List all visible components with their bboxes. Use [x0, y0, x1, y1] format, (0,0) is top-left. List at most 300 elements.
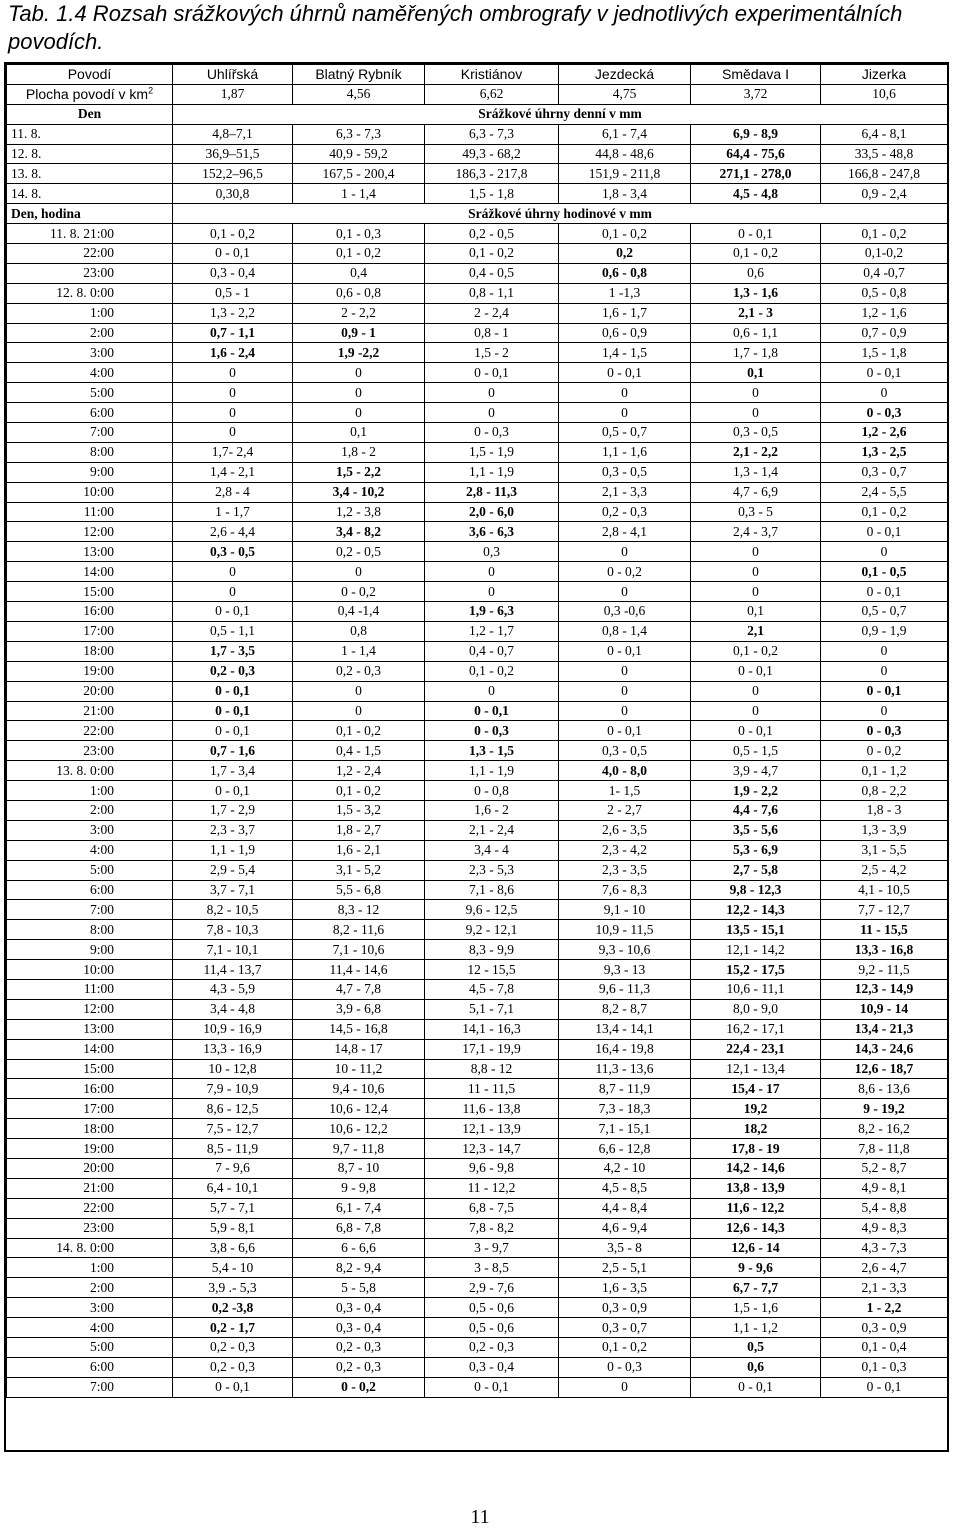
daily-day-label: Den: [7, 104, 173, 124]
value-cell: 8,6 - 13,6: [821, 1079, 948, 1099]
value-cell: 4,2 - 10: [559, 1158, 691, 1178]
row-label: 11. 8. 21:00: [7, 224, 173, 244]
value-cell: 0,1 - 0,2: [691, 641, 821, 661]
row-label: 21:00: [7, 1178, 173, 1198]
value-cell: 8,2 - 11,6: [293, 920, 425, 940]
value-cell: 11 - 15,5: [821, 920, 948, 940]
value-cell: 0 - 0,1: [173, 602, 293, 622]
value-cell: 0: [293, 701, 425, 721]
value-cell: 0,3 - 0,5: [173, 542, 293, 562]
row-label: 14. 8.: [7, 184, 173, 204]
value-cell: 0,1 - 0,2: [559, 224, 691, 244]
value-cell: 2,9 - 5,4: [173, 860, 293, 880]
value-cell: 1,7 - 3,5: [173, 641, 293, 661]
row-label: 16:00: [7, 1079, 173, 1099]
table-row: [7, 1039, 948, 1059]
value-cell: 7,7 - 12,7: [821, 900, 948, 920]
table-row: [7, 263, 948, 283]
hourly-section-header: [7, 204, 948, 224]
value-cell: 2,6 - 4,4: [173, 522, 293, 542]
value-cell: 0,2 - 0,3: [293, 1357, 425, 1377]
value-cell: 0 - 0,1: [173, 244, 293, 264]
value-cell: 12,1 - 13,4: [691, 1059, 821, 1079]
value-cell: 4,5 - 4,8: [691, 184, 821, 204]
value-cell: 0,3 - 0,5: [559, 462, 691, 482]
value-cell: 2,9 - 7,6: [425, 1278, 559, 1298]
value-cell: 4,3 - 5,9: [173, 979, 293, 999]
value-cell: 0 - 0,1: [173, 1377, 293, 1397]
value-cell: 0,5 - 1,1: [173, 621, 293, 641]
header-row-catchments: [7, 65, 948, 85]
value-cell: 0,30,8: [173, 184, 293, 204]
table-row: [7, 1357, 948, 1377]
value-cell: 0,3 - 0,9: [559, 1298, 691, 1318]
value-cell: 0,7 - 0,9: [821, 323, 948, 343]
value-cell: 0,4 - 1,5: [293, 741, 425, 761]
table-row: [7, 621, 948, 641]
row-label: 19:00: [7, 661, 173, 681]
value-cell: 1,5 - 1,8: [821, 343, 948, 363]
value-cell: 17,8 - 19: [691, 1139, 821, 1159]
table-row: [7, 482, 948, 502]
value-cell: 16,4 - 19,8: [559, 1039, 691, 1059]
value-cell: 1,5 - 1,8: [425, 184, 559, 204]
hourly-day-hour-label: Den, hodina: [7, 204, 173, 224]
table-row: [7, 1019, 948, 1039]
value-cell: 0,4 - 0,7: [425, 641, 559, 661]
value-cell: 9,3 - 10,6: [559, 940, 691, 960]
hourly-section-title: Srážkové úhrny hodinové v mm: [173, 204, 948, 224]
row-label: 4:00: [7, 840, 173, 860]
value-cell: 0: [293, 562, 425, 582]
value-cell: 0: [173, 403, 293, 423]
value-cell: 4,1 - 10,5: [821, 880, 948, 900]
value-cell: 2,3 - 5,3: [425, 860, 559, 880]
value-cell: 0,5 - 0,8: [821, 283, 948, 303]
value-cell: 8,7 - 11,9: [559, 1079, 691, 1099]
value-cell: 5,1 - 7,1: [425, 999, 559, 1019]
value-cell: 6,3 - 7,3: [293, 124, 425, 144]
table-row: [7, 1059, 948, 1079]
value-cell: 8,6 - 12,5: [173, 1099, 293, 1119]
table-row: [7, 1178, 948, 1198]
value-cell: 0: [821, 701, 948, 721]
value-cell: 0,3 -0,6: [559, 602, 691, 622]
value-cell: 0,1: [691, 602, 821, 622]
value-cell: 0,1 - 0,2: [425, 244, 559, 264]
value-cell: 10,9 - 16,9: [173, 1019, 293, 1039]
rainfall-table: [6, 64, 948, 1398]
value-cell: 0: [559, 681, 691, 701]
value-cell: 2,1 - 2,4: [425, 820, 559, 840]
value-cell: 8,3 - 9,9: [425, 940, 559, 960]
value-cell: 1,1 - 1,9: [425, 462, 559, 482]
value-cell: 7,1 - 10,1: [173, 940, 293, 960]
row-label: 20:00: [7, 1158, 173, 1178]
value-cell: 152,2–96,5: [173, 164, 293, 184]
value-cell: 16,2 - 17,1: [691, 1019, 821, 1039]
table-row: [7, 283, 948, 303]
value-cell: 4,7 - 6,9: [691, 482, 821, 502]
value-cell: 11 - 11,5: [425, 1079, 559, 1099]
table-row: [7, 701, 948, 721]
value-cell: 0,5 - 0,6: [425, 1318, 559, 1338]
value-cell: 0,8 - 1: [425, 323, 559, 343]
value-cell: 11,4 - 14,6: [293, 960, 425, 980]
value-cell: 0,2 - 0,3: [293, 661, 425, 681]
value-cell: 1,2 - 1,6: [821, 303, 948, 323]
value-cell: 2,8 - 4: [173, 482, 293, 502]
value-cell: 1,3 - 2,2: [173, 303, 293, 323]
value-cell: 2,6 - 3,5: [559, 820, 691, 840]
value-cell: 0,3 - 0,4: [293, 1298, 425, 1318]
value-cell: 1,2 - 1,7: [425, 621, 559, 641]
value-cell: 0 - 0,2: [293, 1377, 425, 1397]
value-cell: 11,6 - 12,2: [691, 1198, 821, 1218]
table-row: [7, 940, 948, 960]
value-cell: 0,9 - 1: [293, 323, 425, 343]
value-cell: 0 - 0,1: [425, 701, 559, 721]
value-cell: 3,1 - 5,2: [293, 860, 425, 880]
value-cell: 166,8 - 247,8: [821, 164, 948, 184]
value-cell: 1,7 - 2,9: [173, 800, 293, 820]
value-cell: 0,2 - 1,7: [173, 1318, 293, 1338]
value-cell: 6,4 - 10,1: [173, 1178, 293, 1198]
table-row: [7, 522, 948, 542]
value-cell: 0,7 - 1,1: [173, 323, 293, 343]
value-cell: 36,9–51,5: [173, 144, 293, 164]
value-cell: 0,3 - 0,4: [425, 1357, 559, 1377]
catchment-area: 1,87: [173, 84, 293, 104]
value-cell: 0 - 0,1: [691, 224, 821, 244]
value-cell: 4,7 - 7,8: [293, 979, 425, 999]
value-cell: 6,9 - 8,9: [691, 124, 821, 144]
row-label: 3:00: [7, 820, 173, 840]
daily-section-title: Srážkové úhrny denní v mm: [173, 104, 948, 124]
value-cell: 13,4 - 21,3: [821, 1019, 948, 1039]
value-cell: 8,3 - 12: [293, 900, 425, 920]
value-cell: 0 - 0,8: [425, 781, 559, 801]
table-row: [7, 721, 948, 741]
row-label: 12:00: [7, 522, 173, 542]
value-cell: 4,8–7,1: [173, 124, 293, 144]
value-cell: 7,3 - 18,3: [559, 1099, 691, 1119]
value-cell: 0,1-0,2: [821, 244, 948, 264]
row-label: 6:00: [7, 880, 173, 900]
value-cell: 1,7- 2,4: [173, 442, 293, 462]
value-cell: 0,6: [691, 1357, 821, 1377]
value-cell: 14,5 - 16,8: [293, 1019, 425, 1039]
value-cell: 4,6 - 9,4: [559, 1218, 691, 1238]
value-cell: 3,4 - 4: [425, 840, 559, 860]
row-label: 2:00: [7, 323, 173, 343]
value-cell: 6,6 - 12,8: [559, 1139, 691, 1159]
value-cell: 2,1 - 3: [691, 303, 821, 323]
value-cell: 1,6 - 2: [425, 800, 559, 820]
row-label: 13. 8.: [7, 164, 173, 184]
value-cell: 0,1 - 0,2: [293, 781, 425, 801]
value-cell: 0,2 - 0,5: [293, 542, 425, 562]
value-cell: 0,2 - 0,3: [293, 1338, 425, 1358]
value-cell: 0: [425, 403, 559, 423]
value-cell: 10,6 - 12,2: [293, 1119, 425, 1139]
page-number: 11: [470, 1506, 490, 1528]
row-label: 12. 8.: [7, 144, 173, 164]
value-cell: 1,9 -2,2: [293, 343, 425, 363]
table-row: [7, 741, 948, 761]
value-cell: 2,4 - 3,7: [691, 522, 821, 542]
value-cell: 1,4 - 1,5: [559, 343, 691, 363]
value-cell: 0: [691, 403, 821, 423]
table-row: [7, 900, 948, 920]
value-cell: 6,4 - 8,1: [821, 124, 948, 144]
value-cell: 1,2 - 2,6: [821, 423, 948, 443]
value-cell: 0,8: [293, 621, 425, 641]
value-cell: 0: [425, 562, 559, 582]
value-cell: 1,7 - 1,8: [691, 343, 821, 363]
value-cell: 0,5 - 0,7: [559, 423, 691, 443]
value-cell: 3,1 - 5,5: [821, 840, 948, 860]
row-label: 16:00: [7, 602, 173, 622]
value-cell: 9,4 - 10,6: [293, 1079, 425, 1099]
value-cell: 0: [173, 383, 293, 403]
value-cell: 1,5 - 3,2: [293, 800, 425, 820]
value-cell: 2,3 - 4,2: [559, 840, 691, 860]
table-row: [7, 1298, 948, 1318]
value-cell: 1,2 - 2,4: [293, 761, 425, 781]
value-cell: 9,2 - 11,5: [821, 960, 948, 980]
value-cell: 0 - 0,3: [425, 423, 559, 443]
value-cell: 33,5 - 48,8: [821, 144, 948, 164]
table-row: [7, 661, 948, 681]
value-cell: 0: [559, 582, 691, 602]
value-cell: 9 - 19,2: [821, 1099, 948, 1119]
value-cell: 3,9 .- 5,3: [173, 1278, 293, 1298]
value-cell: 0,1 - 0,2: [293, 721, 425, 741]
value-cell: 2,3 - 3,5: [559, 860, 691, 880]
value-cell: 1,6 - 2,4: [173, 343, 293, 363]
value-cell: 2,6 - 4,7: [821, 1258, 948, 1278]
value-cell: 0: [559, 1377, 691, 1397]
table-row: [7, 1158, 948, 1178]
value-cell: 0,6 - 0,9: [559, 323, 691, 343]
value-cell: 0: [691, 562, 821, 582]
value-cell: 0: [173, 562, 293, 582]
catchment-name: Uhlířská: [173, 65, 293, 85]
value-cell: 8,7 - 10: [293, 1158, 425, 1178]
value-cell: 0,4 - 0,5: [425, 263, 559, 283]
table-row: [7, 880, 948, 900]
value-cell: 0 - 0,1: [821, 681, 948, 701]
value-cell: 0: [821, 661, 948, 681]
catchment-area: 6,62: [425, 84, 559, 104]
value-cell: 10,9 - 14: [821, 999, 948, 1019]
value-cell: 0,3: [425, 542, 559, 562]
value-cell: 1,5 - 2: [425, 343, 559, 363]
row-label: 6:00: [7, 1357, 173, 1377]
value-cell: 6,7 - 7,7: [691, 1278, 821, 1298]
table-row: [7, 602, 948, 622]
value-cell: 0,3 - 5: [691, 502, 821, 522]
row-label: 14:00: [7, 562, 173, 582]
value-cell: 1,3 - 1,6: [691, 283, 821, 303]
value-cell: 167,5 - 200,4: [293, 164, 425, 184]
value-cell: 186,3 - 217,8: [425, 164, 559, 184]
catchment-name: Jezdecká: [559, 65, 691, 85]
value-cell: 0 - 0,1: [691, 1377, 821, 1397]
value-cell: 1,1 - 1,6: [559, 442, 691, 462]
value-cell: 12,6 - 18,7: [821, 1059, 948, 1079]
row-label: 12. 8. 0:00: [7, 283, 173, 303]
value-cell: 0: [691, 383, 821, 403]
value-cell: 9 - 9,8: [293, 1178, 425, 1198]
value-cell: 0,3 - 0,4: [173, 263, 293, 283]
value-cell: 5,2 - 8,7: [821, 1158, 948, 1178]
value-cell: 9,6 - 12,5: [425, 900, 559, 920]
value-cell: 14,1 - 16,3: [425, 1019, 559, 1039]
value-cell: 2,3 - 3,7: [173, 820, 293, 840]
value-cell: 3 - 8,5: [425, 1258, 559, 1278]
value-cell: 5 - 5,8: [293, 1278, 425, 1298]
table-row: [7, 423, 948, 443]
value-cell: 0: [425, 383, 559, 403]
row-label: 23:00: [7, 1218, 173, 1238]
table-row: [7, 383, 948, 403]
row-label: 15:00: [7, 582, 173, 602]
table-row: [7, 1139, 948, 1159]
value-cell: 0,8 - 1,4: [559, 621, 691, 641]
value-cell: 12 - 15,5: [425, 960, 559, 980]
value-cell: 2,5 - 5,1: [559, 1258, 691, 1278]
value-cell: 2,8 - 4,1: [559, 522, 691, 542]
value-cell: 0 - 0,1: [173, 721, 293, 741]
value-cell: 0,5 - 0,6: [425, 1298, 559, 1318]
value-cell: 0: [173, 363, 293, 383]
value-cell: 4,4 - 7,6: [691, 800, 821, 820]
row-label: 13:00: [7, 1019, 173, 1039]
plocha-unit-superscript: 2: [148, 85, 154, 96]
value-cell: 0: [559, 542, 691, 562]
row-label: 22:00: [7, 1198, 173, 1218]
value-cell: 14,8 - 17: [293, 1039, 425, 1059]
value-cell: 2,4 - 5,5: [821, 482, 948, 502]
table-row: [7, 1338, 948, 1358]
value-cell: 0,1 - 0,2: [293, 244, 425, 264]
value-cell: 0,6: [691, 263, 821, 283]
table-row: [7, 542, 948, 562]
value-cell: 1,6 - 1,7: [559, 303, 691, 323]
value-cell: 0,5 - 1,5: [691, 741, 821, 761]
value-cell: 11 - 12,2: [425, 1178, 559, 1198]
table-row: [7, 1079, 948, 1099]
value-cell: 6,1 - 7,4: [293, 1198, 425, 1218]
row-label: 14:00: [7, 1039, 173, 1059]
value-cell: 3,4 - 10,2: [293, 482, 425, 502]
value-cell: 64,4 - 75,6: [691, 144, 821, 164]
value-cell: 9,1 - 10: [559, 900, 691, 920]
catchment-name: Blatný Rybník: [293, 65, 425, 85]
table-row: [7, 343, 948, 363]
value-cell: 1,3 - 3,9: [821, 820, 948, 840]
value-cell: 0,2 - 0,3: [559, 502, 691, 522]
value-cell: 1,3 - 1,5: [425, 741, 559, 761]
value-cell: 0: [173, 582, 293, 602]
value-cell: 10 - 12,8: [173, 1059, 293, 1079]
table-row: [7, 244, 948, 264]
catchment-name: Jizerka: [821, 65, 948, 85]
value-cell: 1,9 - 2,2: [691, 781, 821, 801]
value-cell: 5,9 - 8,1: [173, 1218, 293, 1238]
row-label: 8:00: [7, 442, 173, 462]
value-cell: 9 - 9,6: [691, 1258, 821, 1278]
value-cell: 11,4 - 13,7: [173, 960, 293, 980]
row-label: 21:00: [7, 701, 173, 721]
value-cell: 0,1: [691, 363, 821, 383]
table-row: [7, 1218, 948, 1238]
value-cell: 6,8 - 7,8: [293, 1218, 425, 1238]
value-cell: 0,5 - 0,7: [821, 602, 948, 622]
value-cell: 8,2 - 9,4: [293, 1258, 425, 1278]
value-cell: 8,0 - 9,0: [691, 999, 821, 1019]
value-cell: 13,5 - 15,1: [691, 920, 821, 940]
value-cell: 2,8 - 11,3: [425, 482, 559, 502]
table-row: [7, 800, 948, 820]
value-cell: 7,8 - 10,3: [173, 920, 293, 940]
table-row: [7, 323, 948, 343]
value-cell: 0: [691, 542, 821, 562]
value-cell: 1,8 - 2: [293, 442, 425, 462]
catchment-area: 3,72: [691, 84, 821, 104]
value-cell: 10,6 - 12,4: [293, 1099, 425, 1119]
catchment-area: 4,75: [559, 84, 691, 104]
value-cell: 0: [293, 681, 425, 701]
table-row: [7, 363, 948, 383]
value-cell: 6,1 - 7,4: [559, 124, 691, 144]
value-cell: 0,2: [559, 244, 691, 264]
value-cell: 0,9 - 2,4: [821, 184, 948, 204]
value-cell: 14,3 - 24,6: [821, 1039, 948, 1059]
value-cell: 1,4 - 2,1: [173, 462, 293, 482]
row-label: 3:00: [7, 1298, 173, 1318]
value-cell: 2,1 - 3,3: [559, 482, 691, 502]
table-row: [7, 1278, 948, 1298]
row-label: 7:00: [7, 423, 173, 443]
value-cell: 2,1 - 2,2: [691, 442, 821, 462]
value-cell: 7,8 - 8,2: [425, 1218, 559, 1238]
value-cell: 3,8 - 6,6: [173, 1238, 293, 1258]
value-cell: 1,9 - 6,3: [425, 602, 559, 622]
value-cell: 2,0 - 6,0: [425, 502, 559, 522]
value-cell: 0: [691, 701, 821, 721]
value-cell: 0 - 0,1: [559, 363, 691, 383]
value-cell: 4,3 - 7,3: [821, 1238, 948, 1258]
value-cell: 12,6 - 14: [691, 1238, 821, 1258]
row-label: 4:00: [7, 1318, 173, 1338]
value-cell: 1 - 1,4: [293, 641, 425, 661]
value-cell: 0,1 - 0,5: [821, 562, 948, 582]
value-cell: 22,4 - 23,1: [691, 1039, 821, 1059]
value-cell: 0: [559, 383, 691, 403]
value-cell: 8,5 - 11,9: [173, 1139, 293, 1159]
value-cell: 1 - 2,2: [821, 1298, 948, 1318]
table-row: [7, 840, 948, 860]
value-cell: 0,1 - 0,2: [173, 224, 293, 244]
value-cell: 7,6 - 8,3: [559, 880, 691, 900]
value-cell: 0 - 0,3: [559, 1357, 691, 1377]
value-cell: 14,2 - 14,6: [691, 1158, 821, 1178]
value-cell: 0,2 - 0,3: [173, 1357, 293, 1377]
table-row: [7, 502, 948, 522]
